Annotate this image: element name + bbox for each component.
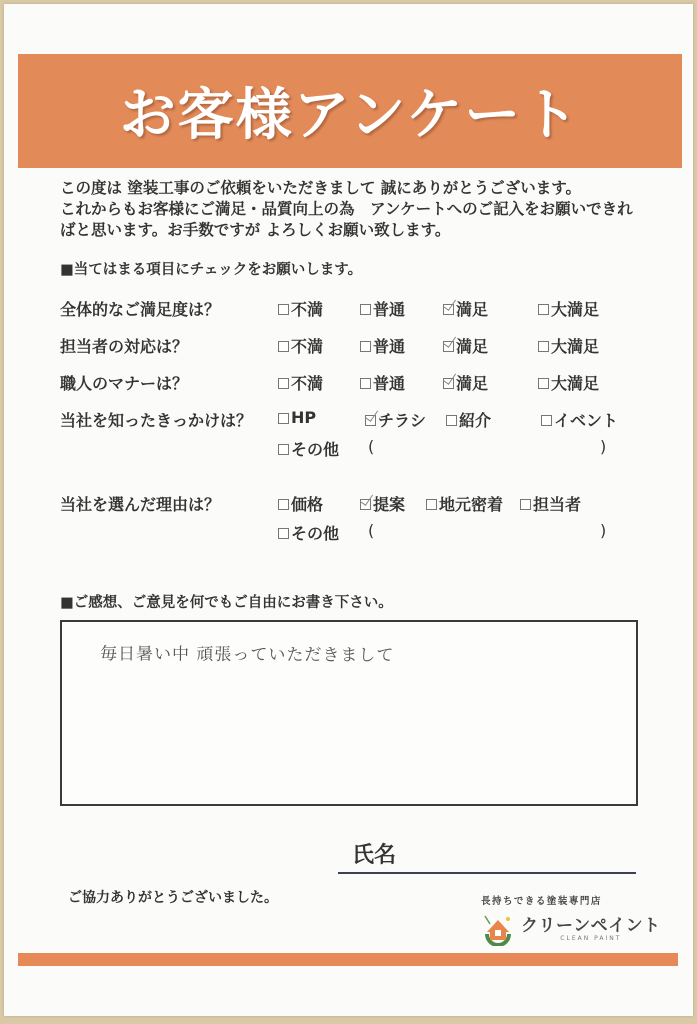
question-label: 職人のマナーは？ (60, 374, 189, 393)
option-futsu[interactable]: 普通 (360, 297, 405, 320)
checkbox[interactable] (278, 528, 289, 539)
footer-bar (18, 953, 678, 966)
other-input[interactable] (385, 521, 595, 541)
checkbox-checked[interactable] (443, 341, 454, 352)
question-how-found-other (60, 437, 640, 465)
option-shoukai[interactable]: 紹介 (446, 408, 491, 431)
checkbox-checked[interactable] (365, 415, 376, 426)
intro-line: この度は 塗装工事のご依頼をいただきまして 誠にありがとうございます。 (60, 179, 582, 197)
title-banner (18, 54, 682, 168)
checkbox[interactable] (446, 415, 457, 426)
name-signature-line[interactable] (338, 872, 636, 874)
option-chirashi[interactable]: チラシ (365, 408, 426, 431)
option-other[interactable]: その他 (278, 521, 339, 544)
checkbox[interactable] (278, 378, 289, 389)
checkbox-checked[interactable] (443, 378, 454, 389)
checkbox-checked[interactable] (360, 499, 371, 510)
question-overall-satisfaction (60, 297, 640, 325)
other-close-paren: ) (600, 521, 607, 540)
handwritten-comment: 毎日暑い中 頑張っていただきまして (99, 644, 395, 666)
house-paint-icon (481, 912, 515, 946)
option-staff[interactable]: 担当者 (520, 492, 581, 515)
checkbox[interactable] (538, 304, 549, 315)
other-open-paren: ( (368, 437, 375, 456)
option-daimanzoku[interactable]: 大満足 (538, 297, 599, 320)
option-event[interactable]: イベント (541, 408, 618, 431)
question-why-chosen (60, 492, 640, 520)
option-manzoku[interactable]: 満足 (443, 297, 488, 320)
option-hp[interactable]: HP (278, 408, 316, 427)
checkbox-checked[interactable] (443, 304, 454, 315)
comments-textarea[interactable] (60, 620, 638, 806)
option-price[interactable]: 価格 (278, 492, 323, 515)
checkbox[interactable] (278, 304, 289, 315)
other-close-paren: ) (600, 437, 607, 456)
option-daimanzoku[interactable]: 大満足 (538, 371, 599, 394)
page-title: お客様アンケート (119, 83, 581, 148)
option-daimanzoku[interactable]: 大満足 (538, 334, 599, 357)
company-logo (481, 912, 661, 946)
option-other[interactable]: その他 (278, 437, 339, 460)
checkbox[interactable] (360, 304, 371, 315)
name-label: 氏名 (352, 843, 397, 868)
brand-sub: CLEAN PAINT (560, 934, 622, 942)
company-tagline: 長持ちできる塗装専門店 (481, 896, 602, 907)
checkbox[interactable] (360, 341, 371, 352)
checkbox[interactable] (541, 415, 552, 426)
thanks-message: ご協力ありがとうございました。 (68, 890, 278, 906)
other-open-paren: ( (368, 521, 375, 540)
brand-name: クリーンペイント (521, 915, 661, 936)
intro-line: これからもお客様にご満足・品質向上の為 アンケートへのご記入をお願いできれ (60, 200, 633, 218)
option-local[interactable]: 地元密着 (426, 492, 503, 515)
checkbox[interactable] (360, 378, 371, 389)
option-manzoku[interactable]: 満足 (443, 334, 488, 357)
question-how-found (60, 408, 640, 436)
intro-text (60, 178, 660, 241)
question-craftsman-manners (60, 371, 640, 399)
question-label: 全体的なご満足度は？ (60, 300, 221, 319)
option-proposal[interactable]: 提案 (360, 492, 405, 515)
checkbox[interactable] (278, 499, 289, 510)
intro-line: ばと思います。お手数ですが よろしくお願い致します。 (60, 221, 451, 239)
option-futsu[interactable]: 普通 (360, 334, 405, 357)
comments-heading: ■ご感想、ご意見を何でもご自由にお書き下さい。 (60, 595, 393, 611)
option-fuman[interactable]: 不満 (278, 334, 323, 357)
option-manzoku[interactable]: 満足 (443, 371, 488, 394)
question-label: 当社を知ったきっかけは？ (60, 411, 253, 430)
question-label: 当社を選んだ理由は？ (60, 495, 221, 514)
question-why-chosen-other (60, 521, 640, 549)
checkbox[interactable] (278, 413, 289, 424)
checkbox[interactable] (426, 499, 437, 510)
check-section-heading: ■当てはまる項目にチェックをお願いします。 (60, 262, 363, 278)
checkbox[interactable] (278, 444, 289, 455)
option-fuman[interactable]: 不満 (278, 297, 323, 320)
question-staff-response (60, 334, 640, 362)
checkbox[interactable] (520, 499, 531, 510)
checkbox[interactable] (538, 378, 549, 389)
other-input[interactable] (385, 437, 595, 457)
question-label: 担当者の対応は？ (60, 337, 189, 356)
option-fuman[interactable]: 不満 (278, 371, 323, 394)
checkbox[interactable] (278, 341, 289, 352)
checkbox[interactable] (538, 341, 549, 352)
option-futsu[interactable]: 普通 (360, 371, 405, 394)
